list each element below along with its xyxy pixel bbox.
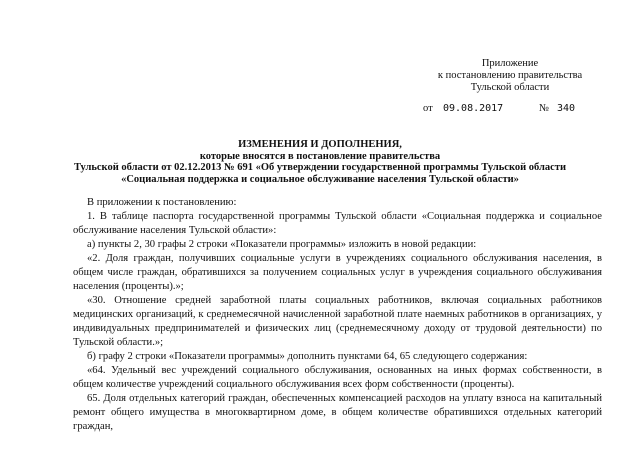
date-number-row	[423, 103, 613, 117]
title-line-4: «Социальная поддержка и социальное обслуживание населения Тульской области»	[121, 173, 519, 185]
appendix-header	[420, 58, 600, 94]
document-title	[40, 139, 600, 185]
paragraph-intro: В приложении к постановлению:	[87, 197, 237, 208]
appendix-title: Приложение	[481, 58, 539, 69]
number-value: 340	[557, 103, 576, 114]
title-line-2: которые вносятся в постановление правительства	[199, 150, 441, 162]
appendix-reference: к постановлению правительства	[437, 70, 583, 81]
paragraph-point-2: «2. Доля граждан, получивших социальные услуги в учреждениях социального обслуживания населения, в общем числе граждан, обратившихся за получением социальных услуг в учреждения социального обслуживания населения (проценты).»;	[73, 253, 602, 292]
paragraph-item-1: 1. В таблице паспорта государственной программы Тульской области «Социальная поддержка и социальное обслуживание населения Тульской области»:	[73, 211, 602, 236]
title-line-3: Тульской области от 02.12.2013 № 691 «Об утверждении государственной программы Тульской области	[73, 162, 567, 173]
title-line-1: ИЗМЕНЕНИЯ И ДОПОЛНЕНИЯ,	[238, 139, 402, 150]
paragraph-item-b: б) графу 2 строки «Показатели программы» дополнить пунктами 64, 65 следующего содержания:	[87, 351, 528, 362]
date-label: от	[423, 103, 433, 114]
paragraph-item-a: а) пункты 2, 30 графы 2 строки «Показатели программы» изложить в новой редакции:	[87, 239, 477, 250]
paragraph-point-65: 65. Доля отдельных категорий граждан, обеспеченных компенсацией расходов на уплату взноса на капитальный ремонт общего имущества в многоквартирном доме, в общем количестве обратившихся отдельных категорий граждан,	[73, 393, 602, 432]
document-body	[73, 196, 602, 434]
appendix-region: Тульской области	[470, 82, 550, 93]
number-label: №	[539, 103, 550, 114]
paragraph-point-64: «64. Удельный вес учреждений социального обслуживания, основанных на иных формах собственности, в общем количестве учреждений социального обслуживания всех форм собственности (проценты).	[73, 365, 602, 390]
date-value: 09.08.2017	[443, 103, 504, 114]
paragraph-point-30: «30. Отношение средней заработной платы социальных работников, включая социальных работников медицинских организаций, к среднемесячной начисленной заработной плате наемных работников в организациях, у индивидуальных предпринимателей и физических лиц (среднемесячному доходу от трудовой деятельности) по Тульской области.»;	[73, 295, 602, 348]
